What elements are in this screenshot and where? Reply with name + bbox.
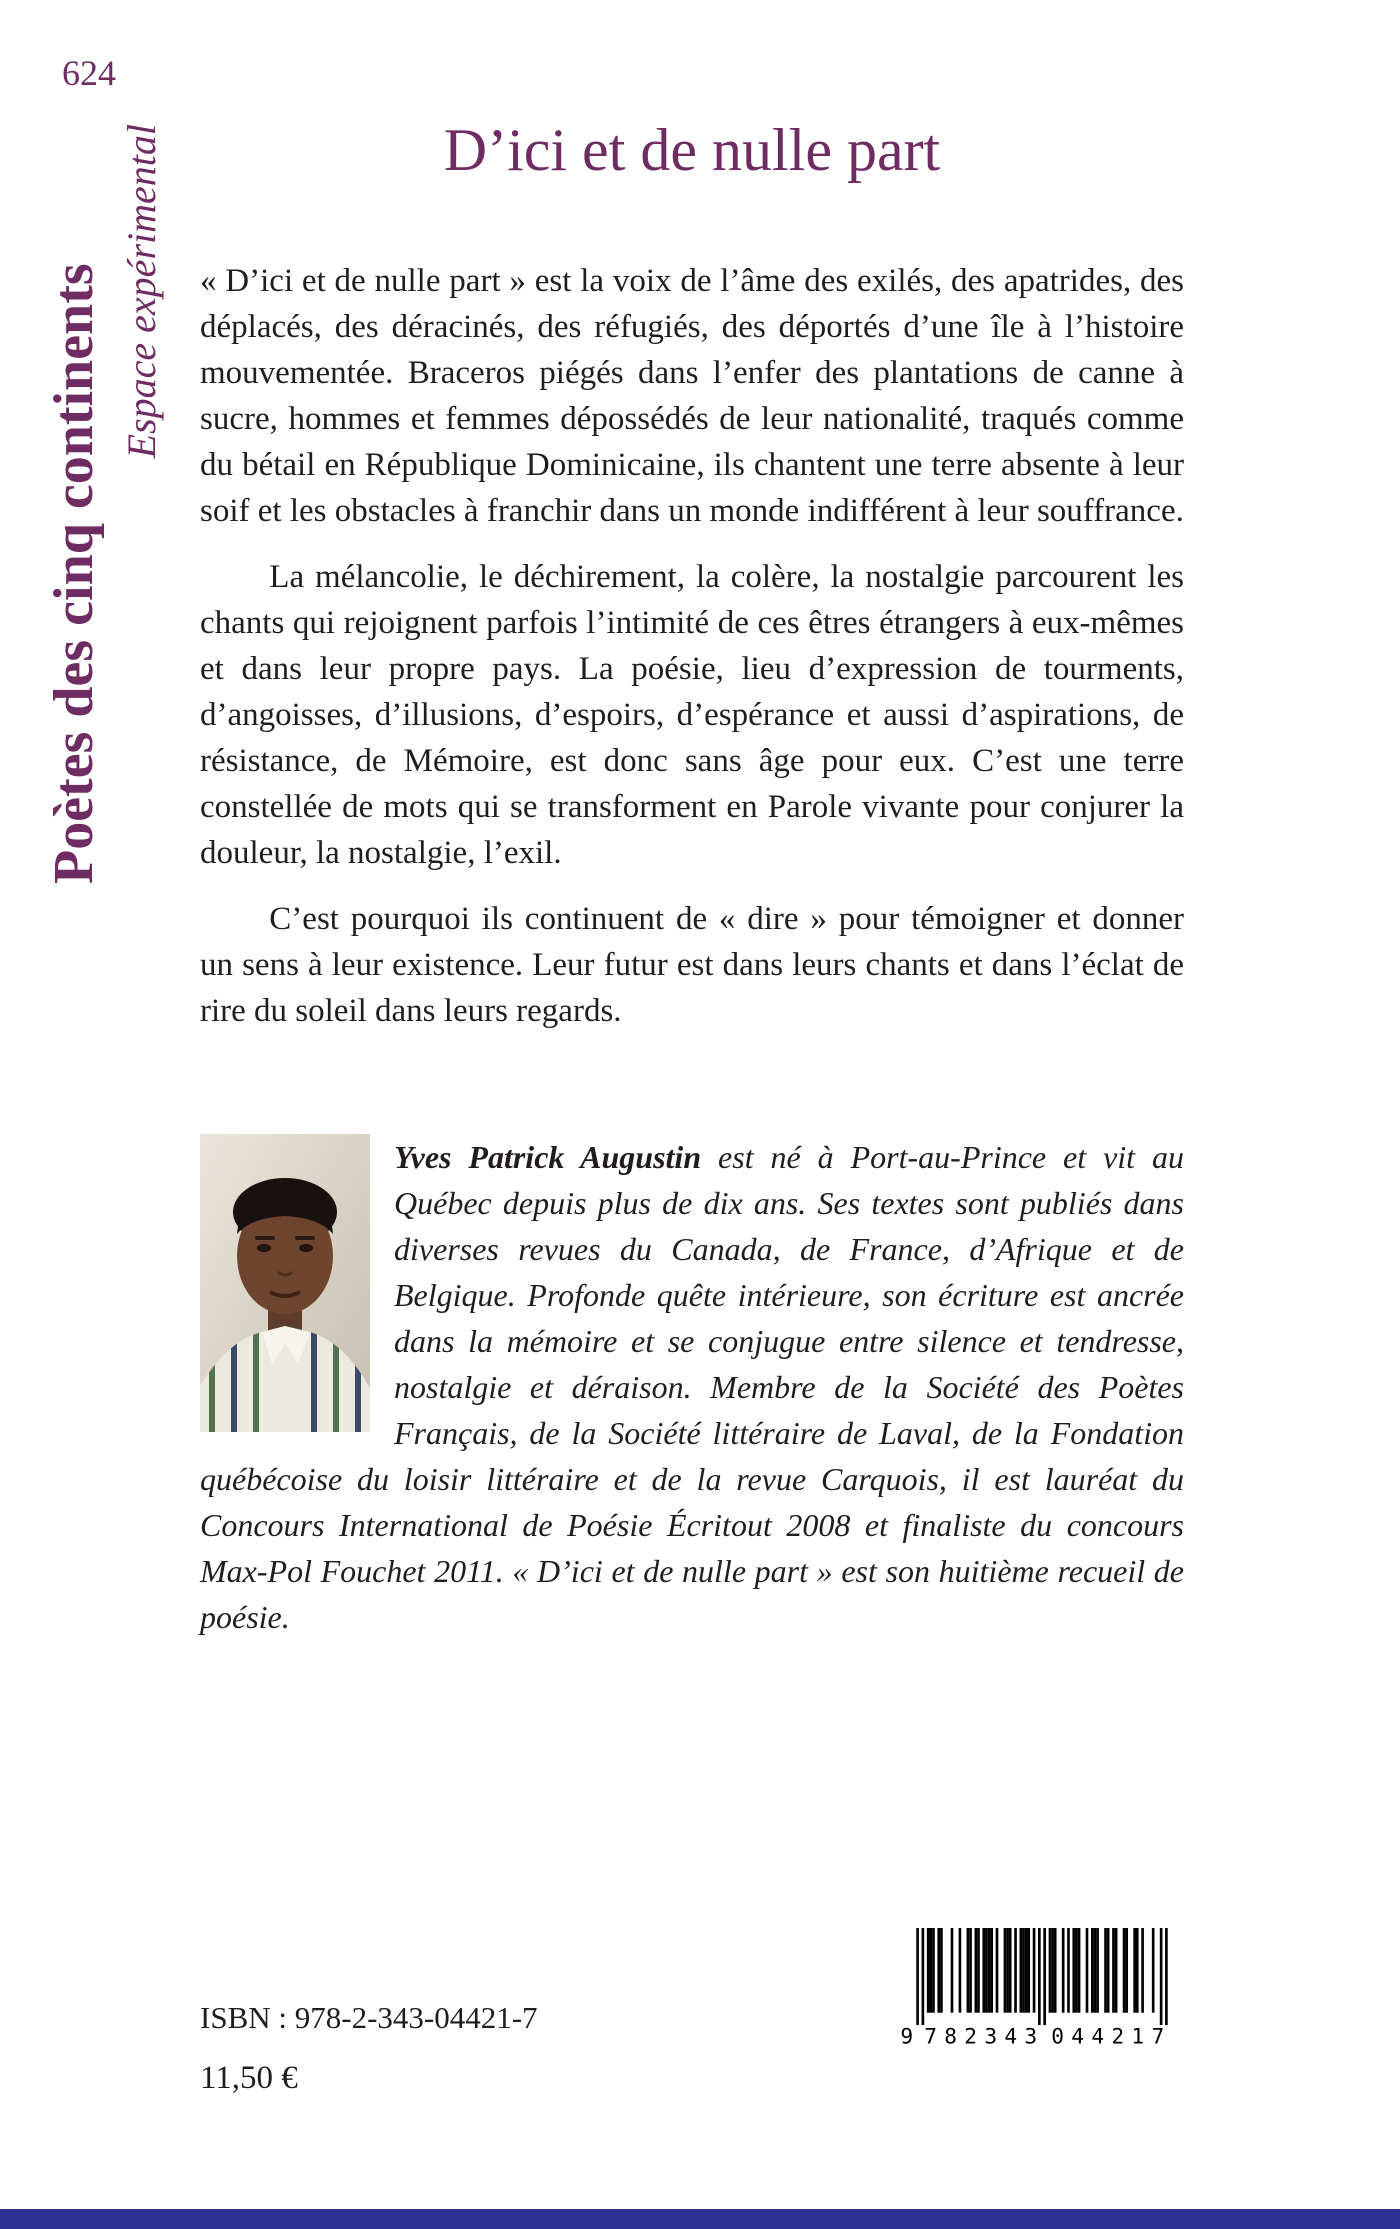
right-eye — [299, 1244, 313, 1252]
isbn-text: ISBN : 978-2-343-04421-7 — [200, 2000, 538, 2035]
svg-text:9: 9 — [900, 2023, 914, 2048]
main-column — [200, 112, 1184, 1640]
author-photo-image — [200, 1134, 370, 1432]
book-title: D’ici et de nulle part — [443, 117, 941, 183]
svg-text:044217: 044217 — [1051, 2023, 1165, 2048]
cover-bottom-strip — [0, 2209, 1400, 2229]
left-eye — [257, 1244, 271, 1252]
series-spine — [32, 118, 168, 884]
synopsis-paragraph-2: La mélancolie, le déchirement, la colère, la nostalgie parcourent les chants qui rejoignent parfois l’intimité de ces êtres étrangers à eux-mêmes et dans leur propre pays. La poésie, lieu d’expression de tourments, d’angoisses, d’illusions, d’espoirs, d’espérance et aussi d’aspirations, de résistance, de Mémoire, est donc sans âge pour eux. C’est une terre constellée de mots qui se transforment en Parole vivante pour conjurer la douleur, la nostalgie, l’exil. — [200, 559, 1184, 871]
barcode — [900, 1928, 1184, 2048]
right-brow — [295, 1236, 315, 1240]
price-text: 11,50 € — [200, 2060, 298, 2096]
series-title: Poètes des cinq continents — [43, 263, 105, 884]
synopsis-paragraph-1: « D’ici et de nulle part » est la voix de l’âme des exilés, des apatrides, des déplacés, des déracinés, des réfugiés, des déportés d’une île à l’histoire mouvementée. Braceros piégés dans l’enfer des plantations de canne à sucre, hommes et femmes dépossédés de leur nationalité, traqués comme du bétail en République Dominicaine, ils chantent une terre absente à leur soif et les obstacles à franchir dans un monde indifférent à leur souffrance. — [200, 263, 1184, 529]
author-photo — [200, 1134, 370, 1432]
synopsis-paragraph-3: C’est pourquoi ils continuent de « dire » pour témoigner et donner un sens à leur existence. Leur futur est dans leurs chants et dans l’éclat de rire du soleil dans leurs regards. — [200, 901, 1184, 1029]
series-subtitle: Espace expérimental — [119, 124, 164, 459]
author-name: Yves Patrick Augustin — [394, 1139, 702, 1175]
left-brow — [255, 1236, 275, 1240]
svg-text:782343: 782343 — [924, 2023, 1038, 2048]
collection-number: 624 — [62, 53, 116, 93]
synopsis — [200, 258, 1184, 1034]
author-section — [200, 1134, 1184, 1640]
author-bio-text: est né à Port-au-Prince et vit au Québec depuis plus de dix ans. Ses textes sont publiés dans diverses revues du Canada, de France, d’Afrique et de Belgique. Profonde quête intérieure, son écriture est ancrée dans la mémoire et se conjugue entre silence et tendresse, nostalgie et déraison. Membre de la Société des Poètes Français, de la Société littéraire de Laval, de la Fondation québécoise du loisir littéraire et de la revue Carquois, il est lauréat du Concours International de Poésie Écritout 2008 et finaliste du concours Max-Pol Fouchet 2011. « D’ici et de nulle part » est son huitième recueil de poésie. — [200, 1139, 1184, 1635]
